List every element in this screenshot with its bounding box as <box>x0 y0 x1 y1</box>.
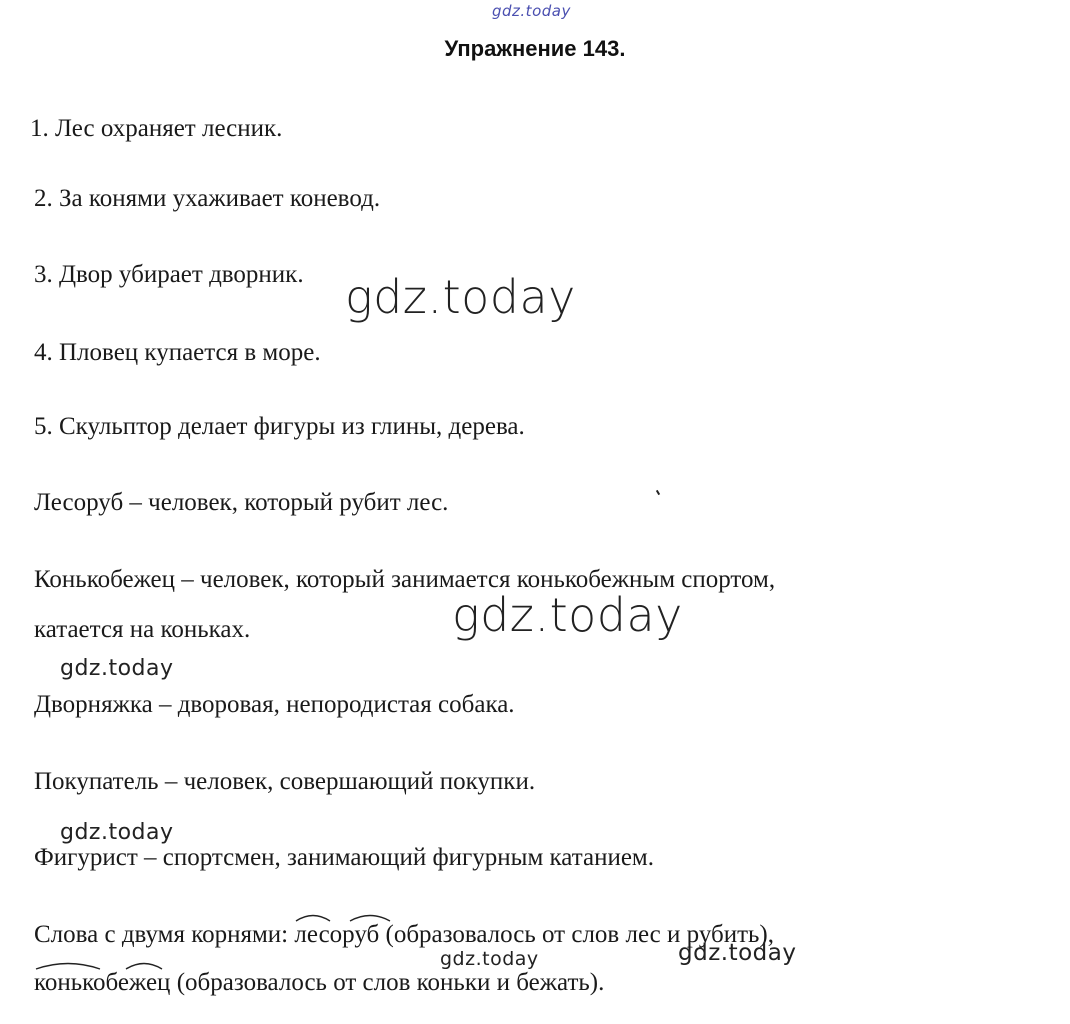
page-title: Упражнение 143. <box>444 36 626 61</box>
definition-dvornyazhka: Дворняжка – дворовая, непородистая собака. <box>34 691 515 718</box>
definition-figurist: Фигурист – спортсмен, занимающий фигурным катанием. <box>34 844 655 871</box>
definition-pokupatel: Покупатель – человек, совершающий покупки. <box>34 768 536 795</box>
word-konkobezhets: конькобежец <box>34 969 171 996</box>
sentence-1: 1. Лес охраняет лесник. <box>30 115 283 142</box>
watermark-small-3: gdz.today <box>440 948 539 970</box>
sentence-3: 3. Двор убирает дворник. <box>34 261 304 288</box>
scan-speck <box>656 490 660 495</box>
definition-lesorub: Лесоруб – человек, который рубит лес. <box>34 489 449 516</box>
watermark-top: gdz.today <box>492 2 571 20</box>
sentence-5: 5. Скульптор делает фигуры из глины, дерева. <box>34 413 525 440</box>
root-marked-word-konkobezhets <box>34 968 170 998</box>
definition-konkobezhets-line-2: катается на коньках. <box>34 616 251 643</box>
watermark-small-2: gdz.today <box>60 820 174 845</box>
watermark-small-4: gdz.today <box>678 940 797 966</box>
sentence-2: 2. За конями ухаживает коневод. <box>34 185 381 212</box>
two-roots-note-2: (образовалось от слов коньки и бежать). <box>170 969 605 996</box>
two-roots-line-2 <box>34 968 604 998</box>
two-roots-intro: Слова с двумя корнями: <box>34 921 295 948</box>
two-roots-line-1 <box>34 920 774 950</box>
root-arcs-konkobezhets <box>34 958 174 972</box>
root-arcs-lesorub <box>294 910 394 924</box>
root-marked-word-lesorub <box>294 920 379 950</box>
word-lesorub: лесоруб <box>294 921 380 948</box>
watermark-small-1: gdz.today <box>60 656 174 681</box>
definition-konkobezhets-line-1: Конькобежец – человек, который занимается конькобежным спортом, <box>34 566 776 593</box>
two-roots-note-1: (образовалось от слов лес и рубить), <box>379 921 774 948</box>
watermark-large-1: gdz.today <box>345 270 576 324</box>
watermark-large-2: gdz.today <box>452 588 683 642</box>
sentence-4: 4. Пловец купается в море. <box>34 339 321 366</box>
